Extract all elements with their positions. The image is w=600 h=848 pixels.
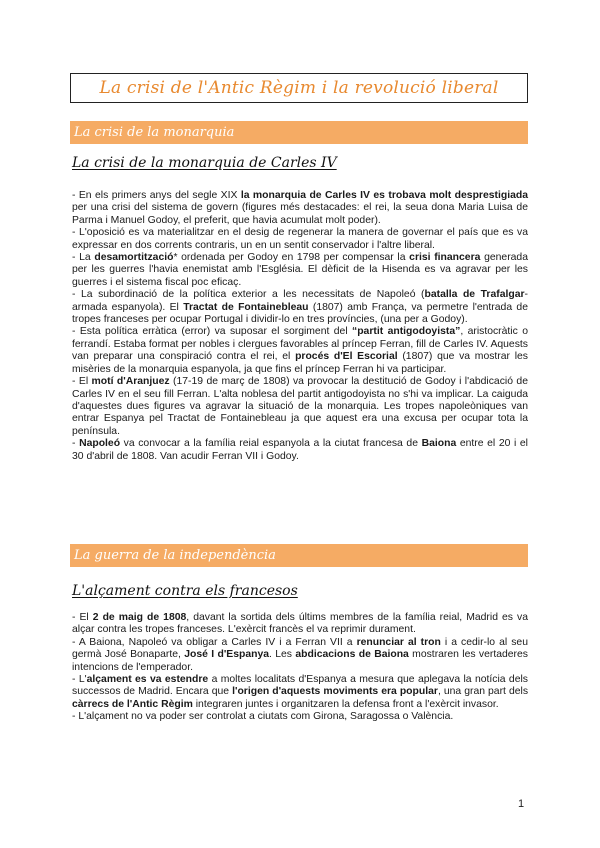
- text-run: - armada espanyola). El: [72, 289, 528, 313]
- text-run: , una gran part dels: [437, 686, 529, 698]
- bold-text: batalla de Trafalgar: [424, 289, 525, 301]
- text-run: - Esta política erràtica (error) va suposar el sorgiment del: [72, 326, 353, 338]
- section2-body: [72, 612, 528, 724]
- paragraph: [72, 674, 528, 711]
- paragraph: [72, 612, 528, 637]
- text-run: - L'alçament no va poder ser controlat a ciutats com Girona, Saragossa o València.: [72, 711, 454, 723]
- bold-text: motí d'Aranjuez: [91, 376, 170, 388]
- bold-text: renunciar al tron: [356, 636, 441, 648]
- paragraph: [72, 637, 528, 674]
- text-run: - A Baiona, Napoleó va obligar a Carles IV i a Ferran VII a: [72, 636, 357, 648]
- text-run: per una crisi del sistema de govern (figures més destacades: el rei, la seua dona Maria Luisa de Parma i Manuel Godoy, el preferit, que havia acumulat molt poder).: [72, 202, 528, 226]
- paragraph: [72, 252, 528, 289]
- page-number: 1: [518, 798, 525, 810]
- text-run: . Les: [269, 649, 296, 661]
- section-banner-monarchy-crisis: La crisi de la monarquia: [70, 121, 528, 144]
- text-run: , davant la sortida dels últims membres de la família reial, Madrid es va alçar contra les tropes franceses. L'exèrcit francès el va reprimir durament.: [72, 612, 528, 636]
- paragraph: [72, 438, 528, 463]
- text-run: - La subordinació de la política exterior a les necessitats de Napoleó (: [72, 289, 425, 301]
- text-run: * ordenada per Godoy en 1798 per compensar la: [173, 252, 410, 264]
- bold-text: Tractat de Fontainebleau: [183, 301, 309, 313]
- text-run: - L'oposició es va materialitzar en el desig de regenerar la manera de governar el país que es va expressar en dos corrents contraris, un en un sentit conservador i l'altre liberal.: [72, 227, 528, 251]
- paragraph: [72, 227, 528, 252]
- paragraph: [72, 711, 528, 723]
- bold-text: crisi financera: [409, 252, 481, 264]
- bold-text: la monarquia de Carles IV es trobava molt desprestigiada: [240, 190, 529, 201]
- bold-text: càrrecs de l'Antic Règim: [72, 698, 193, 710]
- text-run: entre el 20 i el 30 d'abril de 1808. Van acudir Ferran VII i Godoy.: [72, 438, 528, 462]
- bold-text: procés d'El Escorial: [295, 351, 398, 363]
- text-run: generada per les guerres l'havia enemistat amb l'Església. El dèficit de la Hisenda es va agravar per les guerres i el sistema fiscal poc eficaç.: [72, 252, 528, 288]
- bold-text: abdicacions de Baiona: [295, 649, 409, 661]
- bold-text: “partit antigodoyista”: [352, 326, 461, 338]
- text-run: mostraren les vertaderes intencions de l'emperador.: [72, 649, 528, 673]
- document-title: La crisi de l'Antic Règim i la revolució liberal: [99, 78, 499, 98]
- text-run: - El: [72, 612, 93, 623]
- paragraph: [72, 376, 528, 438]
- text-run: (1807) que va mostrar les misèries de la monarquia espanyola, ja que fins el príncep Ferran hi va participar.: [72, 351, 528, 375]
- text-run: - L': [72, 674, 87, 686]
- paragraph: [72, 190, 528, 227]
- paragraph: [72, 326, 528, 376]
- text-run: - En els primers anys del segle XIX: [72, 190, 241, 201]
- paragraph: [72, 289, 528, 326]
- bold-text: Napoleó: [79, 438, 121, 450]
- text-run: , aristocràtic o ferrandí. Estaba format per nobles i clergues favorables al príncep Ferran, fill de Carles IV. Aquests van preparar una conspiració contra el rei, el: [72, 326, 528, 363]
- text-run: integraren juntes i organitzaren la defensa front a l'exèrcit invasor.: [192, 698, 499, 710]
- bold-text: alçament es va estendre: [86, 674, 209, 686]
- text-run: va convocar a la família reial espanyola a la ciutat francesa de: [120, 438, 422, 450]
- text-run: i a cedir-lo al seu germà José Bonaparte,: [72, 636, 528, 661]
- section1-body: [72, 190, 528, 463]
- bold-text: José I d'Espanya: [184, 649, 270, 661]
- text-run: -: [72, 438, 80, 450]
- subheading-uprising: L'alçament contra els francesos: [72, 583, 298, 599]
- text-run: - El: [72, 376, 92, 388]
- bold-text: desamortització: [94, 252, 174, 264]
- text-run: - La: [72, 252, 95, 264]
- subheading-carles-iv: La crisi de la monarquia de Carles IV: [72, 155, 337, 171]
- document-title-box: [70, 73, 528, 103]
- text-run: (1807) amb França, va permetre l'entrada de tropes franceses per ocupar Portugal i dividir-lo en tres províncies, (una per a Godoy).: [72, 301, 528, 326]
- section-banner-independence-war: La guerra de la independència: [70, 544, 528, 567]
- text-run: a moltes localitats d'Espanya a mesura que aplegava la notícia dels successos de Madrid. Encara que: [72, 674, 528, 698]
- bold-text: l'origen d'aquests moviments era popular: [232, 686, 438, 698]
- bold-text: Baiona: [421, 438, 457, 450]
- bold-text: 2 de maig de 1808: [92, 612, 187, 623]
- text-run: (17-19 de març de 1808) va provocar la destitució de Godoy i l'abdicació de Carles IV en el seu fill Ferran. L'alta noblesa del partit antigodoyista no s'hi va implicar. La caiguda d'aquestes dues figures va agravar la situació de la monarquia. Les tropes napoleòniques van entrar Espanya pel Tractat de Fontainebleau ja que aquest era una excusa per ocupar tota la península.: [72, 376, 528, 437]
